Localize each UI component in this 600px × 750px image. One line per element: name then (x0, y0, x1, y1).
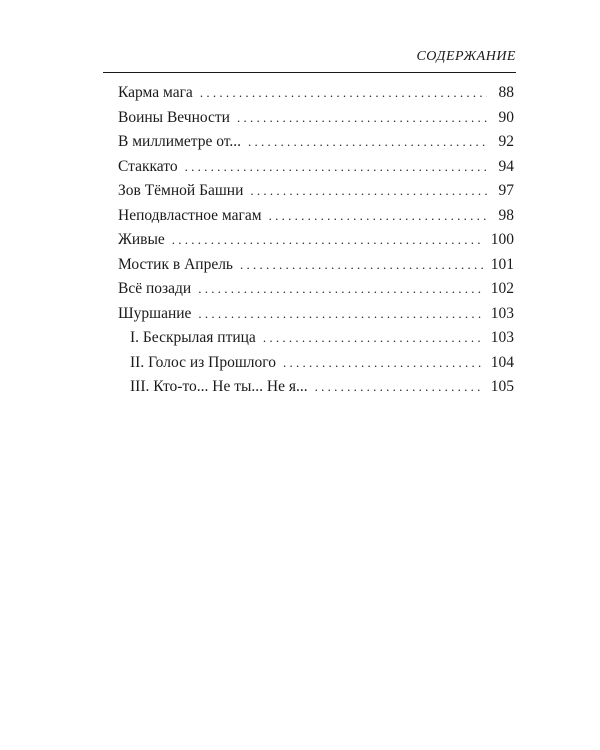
toc-entry-page: 97 (498, 182, 514, 199)
toc-entry[interactable] (118, 231, 514, 256)
toc-entry-page: 94 (498, 157, 514, 175)
toc-entry-title: Шуршание (118, 304, 192, 322)
dot-leader (198, 281, 484, 297)
toc-entry-title: Мостик в Апрель (118, 255, 234, 273)
toc-subentry-page: 104 (490, 353, 514, 371)
toc-entry[interactable] (118, 207, 514, 232)
toc-entry-page: 92 (498, 133, 514, 150)
dot-leader (200, 85, 487, 101)
dot-leader (198, 306, 483, 322)
toc-entry-title: Неподвластное магам (118, 206, 262, 224)
toc-entry[interactable] (118, 133, 514, 158)
toc-entry[interactable] (118, 109, 514, 134)
toc-subentry-title: II. Голос из Прошлого (130, 353, 276, 371)
dot-leader (172, 232, 484, 248)
toc-entry-page: 101 (490, 255, 514, 273)
toc-entry[interactable] (118, 158, 514, 183)
toc-entry-page: 100 (490, 231, 514, 248)
header-rule (103, 72, 516, 73)
dot-leader (185, 159, 487, 175)
toc-subentry-page: 105 (490, 378, 514, 395)
toc-entry[interactable] (118, 84, 514, 109)
toc-entry-page: 102 (490, 280, 514, 297)
toc-entry-title: Воины Вечности (118, 108, 230, 126)
toc-entry-title: В миллиметре от... (118, 133, 242, 150)
dot-leader (240, 257, 484, 273)
toc-entry[interactable] (118, 256, 514, 281)
toc-subentry-title: I. Бескрылая птица (130, 329, 256, 346)
toc-entry-title: Живые (118, 231, 165, 248)
toc-subentry[interactable] (118, 354, 514, 379)
toc-entry-title: Карма мага (118, 84, 193, 101)
dot-leader (248, 134, 487, 150)
toc-entry-page: 90 (498, 108, 514, 126)
toc-entry[interactable] (118, 280, 514, 305)
dot-leader (237, 110, 487, 126)
table-of-contents (118, 84, 514, 403)
toc-entry-title: Стаккато (118, 157, 178, 175)
dot-leader (315, 379, 484, 395)
toc-entry[interactable] (118, 182, 514, 207)
dot-leader (263, 330, 484, 346)
toc-subentry-title: III. Кто-то... Не ты... Не я... (130, 378, 308, 395)
toc-entry-title: Всё позади (118, 280, 192, 297)
dot-leader (269, 208, 487, 224)
toc-entry-page: 88 (498, 84, 514, 101)
toc-entry-page: 103 (490, 304, 514, 322)
toc-entry-title: Зов Тёмной Башни (118, 182, 244, 199)
toc-subentry[interactable] (118, 329, 514, 354)
dot-leader (283, 355, 484, 371)
toc-entry-page: 98 (498, 206, 514, 224)
toc-subentry[interactable] (118, 378, 514, 403)
toc-entry[interactable] (118, 305, 514, 330)
running-head: СОДЕРЖАНИЕ (416, 49, 516, 64)
toc-subentry-page: 103 (490, 329, 514, 346)
dot-leader (250, 183, 487, 199)
